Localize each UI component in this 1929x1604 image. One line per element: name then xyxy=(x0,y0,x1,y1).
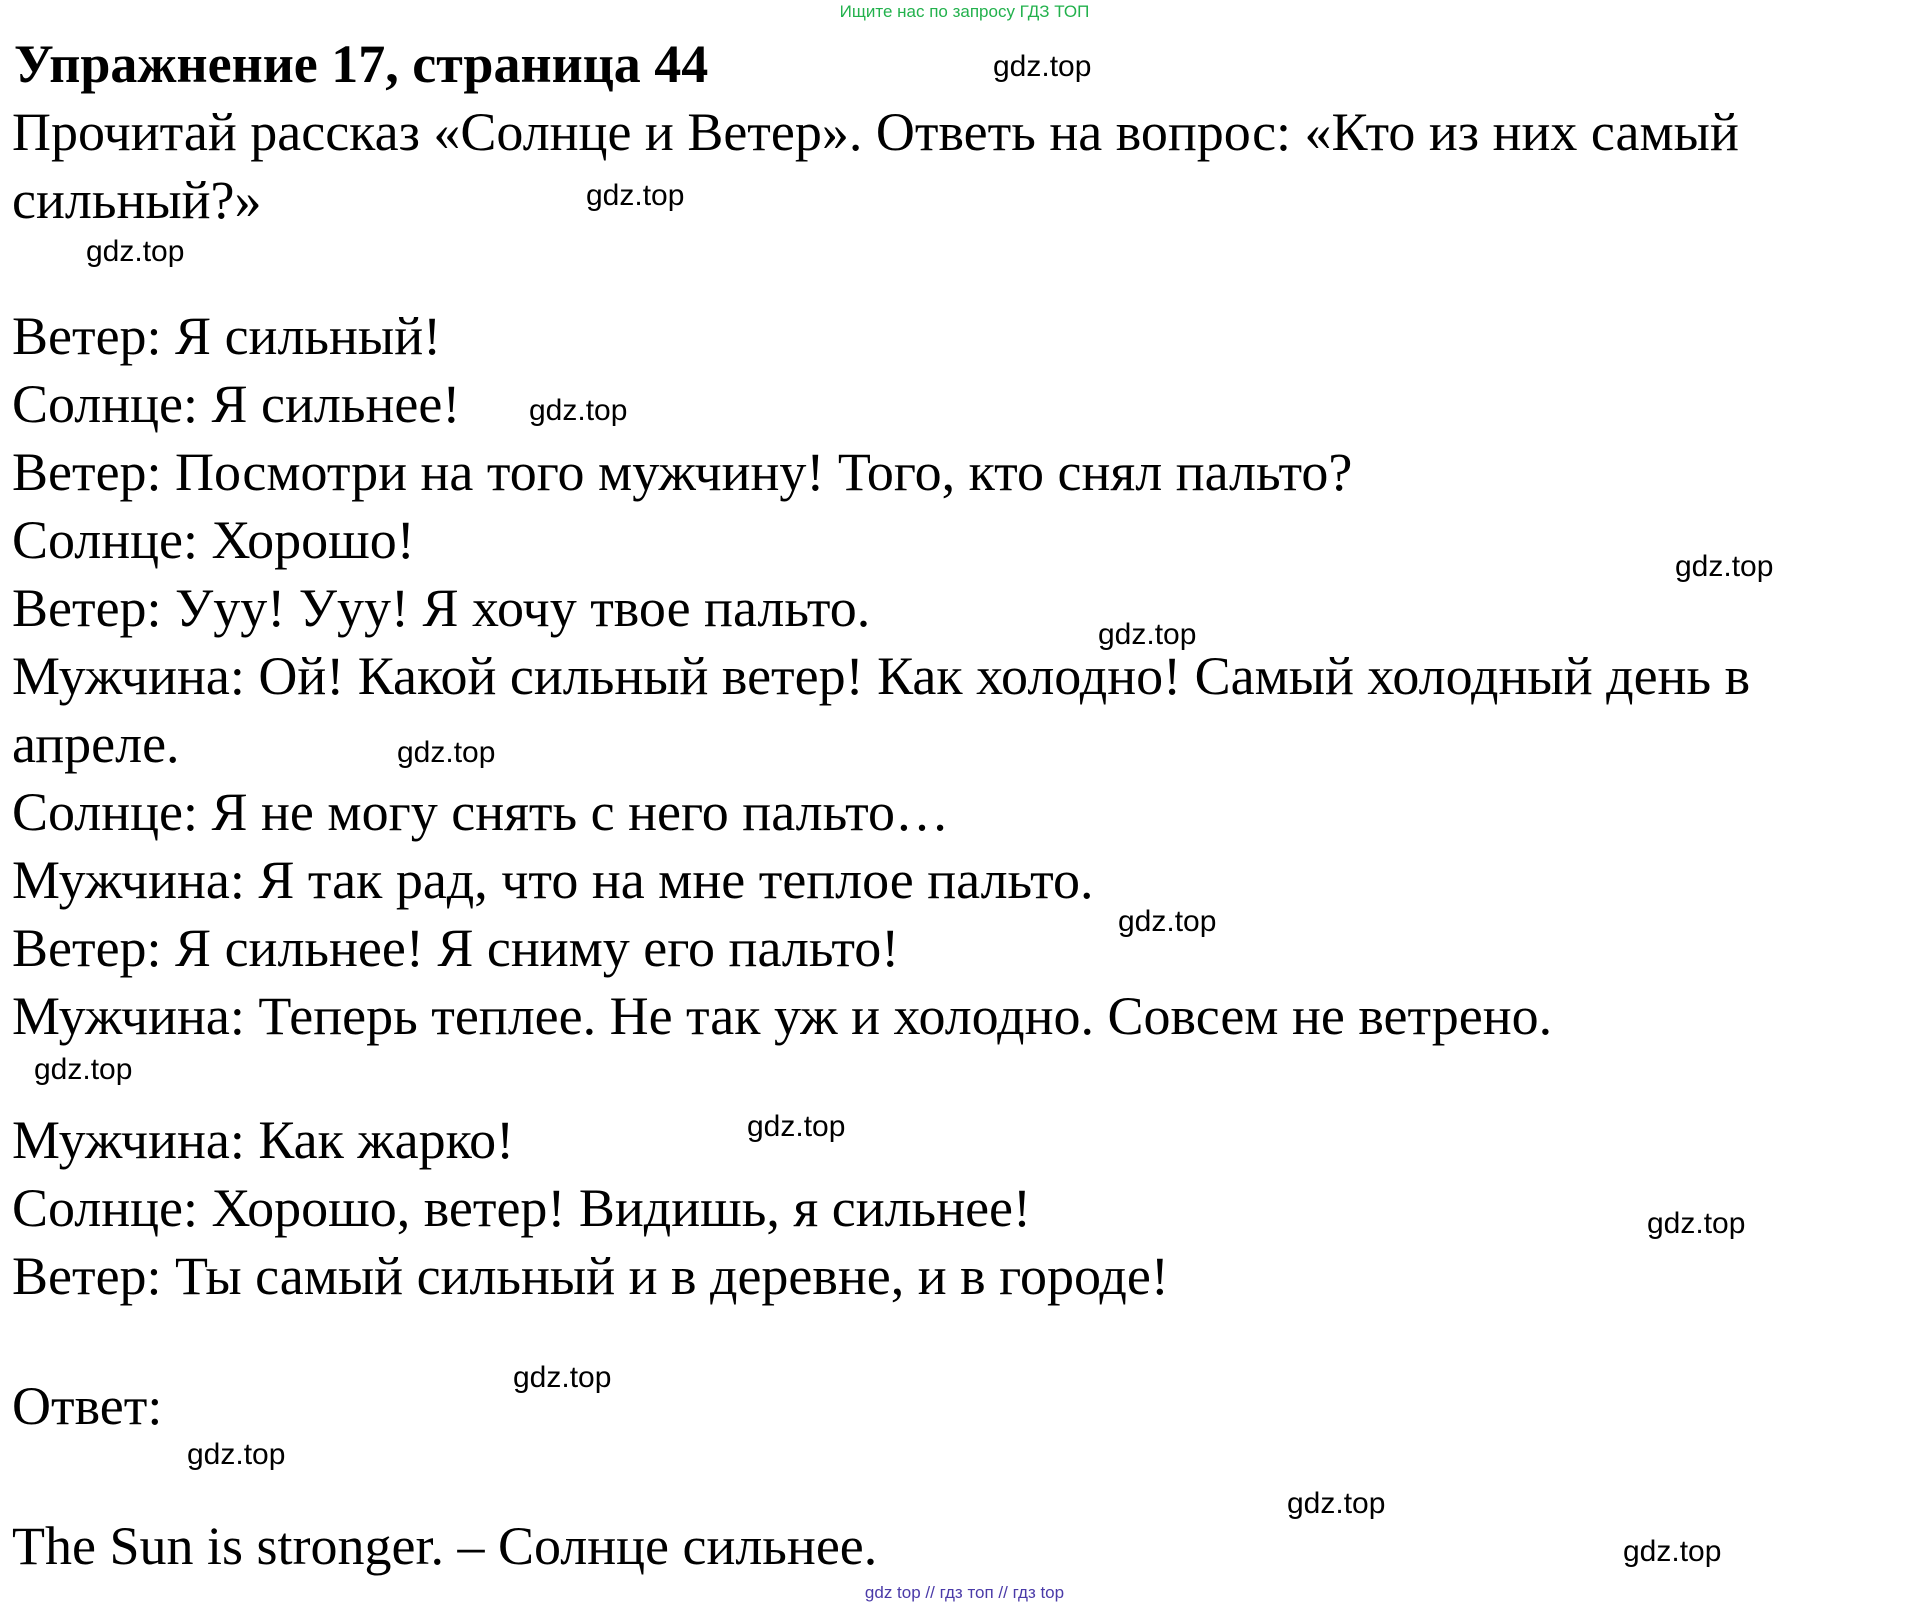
task-line: сильный?» xyxy=(12,170,262,230)
watermark: gdz.top xyxy=(86,235,185,268)
dialog-part-1 xyxy=(12,302,1750,1050)
dialog-line: Солнце: Хорошо! xyxy=(12,510,415,570)
dialog-line: Солнце: Я не могу снять с него пальто… xyxy=(12,782,950,842)
watermark: gdz.top xyxy=(1118,905,1217,938)
dialog-part-2 xyxy=(12,1106,1169,1310)
page-title: Упражнение 17, страница 44 xyxy=(14,34,709,94)
dialog-line: Мужчина: Как жарко! xyxy=(12,1110,515,1170)
footer-links: gdz top // гдз топ // гдз top xyxy=(864,1583,1065,1602)
dialog-line: Ветер: Ууу! Ууу! Я хочу твое пальто. xyxy=(12,578,871,638)
dialog-line: Ветер: Я сильнее! Я сниму его пальто! xyxy=(12,918,900,978)
task-line: Прочитай рассказ «Солнце и Ветер». Ответь на вопрос: «Кто из них самый xyxy=(12,102,1739,162)
top-banner: Ищите нас по запросу ГДЗ ТОП xyxy=(839,2,1090,21)
dialog-line: Ветер: Посмотри на того мужчину! Того, кто снял пальто? xyxy=(12,442,1353,502)
watermark: gdz.top xyxy=(529,394,628,427)
dialog-line: Ветер: Ты самый сильный и в деревне, и в городе! xyxy=(12,1246,1169,1306)
watermark: gdz.top xyxy=(187,1438,286,1471)
answer-label: Ответ: xyxy=(12,1376,163,1436)
dialog-line: Мужчина: Я так рад, что на мне теплое пальто. xyxy=(12,850,1094,910)
watermark: gdz.top xyxy=(747,1110,846,1143)
dialog-line: апреле. xyxy=(12,714,180,774)
dialog-line: Мужчина: Ой! Какой сильный ветер! Как холодно! Самый холодный день в xyxy=(12,646,1751,706)
watermark: gdz.top xyxy=(513,1361,612,1394)
watermark: gdz.top xyxy=(1647,1207,1746,1240)
dialog-line: Солнце: Я сильнее! xyxy=(12,374,461,434)
watermark: gdz.top xyxy=(1675,550,1774,583)
dialog-line: Ветер: Я сильный! xyxy=(12,306,442,366)
watermark: gdz.top xyxy=(1098,618,1197,651)
answer-text: The Sun is stronger. – Солнце сильнее. xyxy=(12,1516,878,1576)
watermark: gdz.top xyxy=(1287,1487,1386,1520)
dialog-line: Солнце: Хорошо, ветер! Видишь, я сильнее! xyxy=(12,1178,1031,1238)
watermark: gdz.top xyxy=(1623,1535,1722,1568)
watermark: gdz.top xyxy=(397,736,496,769)
watermark: gdz.top xyxy=(586,179,685,212)
task-text xyxy=(12,98,1912,234)
watermark: gdz.top xyxy=(993,50,1092,83)
dialog-line: Мужчина: Теперь теплее. Не так уж и холодно. Совсем не ветрено. xyxy=(12,986,1553,1046)
watermark: gdz.top xyxy=(34,1053,133,1086)
